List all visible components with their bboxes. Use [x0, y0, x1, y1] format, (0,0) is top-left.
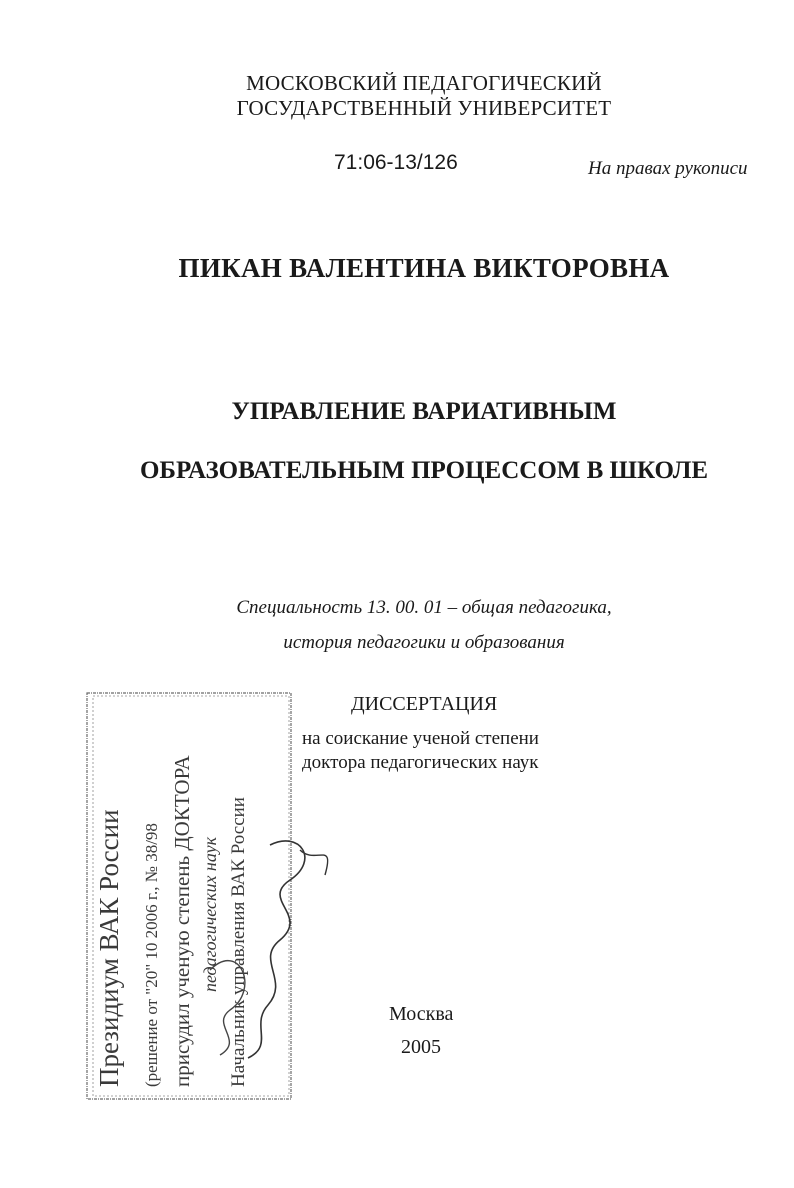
handwritten-signature	[150, 820, 350, 1070]
university-name	[0, 71, 794, 121]
rights-note: На правах рукописи	[588, 158, 748, 179]
stamp-line-1: Президиум ВАК России	[94, 809, 124, 1087]
stamp-line-4: педагогических наук	[200, 836, 220, 992]
stamp-line-2: (решение от "20" 10 2006 г., № 38/98	[142, 823, 161, 1087]
specialty-line-2: история педагогики и образования	[283, 632, 565, 653]
university-line-2: ГОСУДАРСТВЕННЫЙ УНИВЕРСИТЕТ	[236, 96, 612, 120]
catalog-code: 71:06-13/126	[334, 151, 458, 174]
author-name: ПИКАН ВАЛЕНТИНА ВИКТОРОВНА	[178, 253, 670, 283]
specialty-line-1: Специальность 13. 00. 01 – общая педагогика,	[236, 597, 612, 618]
dissertation-type: ДИССЕРТАЦИЯ	[351, 693, 498, 715]
year: 2005	[401, 1036, 441, 1058]
degree-line-1: на соискание ученой степени	[302, 728, 539, 749]
stamp-line-5: Начальник управления ВАК России	[228, 797, 249, 1087]
city: Москва	[389, 1003, 454, 1025]
title-line-2: ОБРАЗОВАТЕЛЬНЫМ ПРОЦЕССОМ В ШКОЛЕ	[139, 457, 709, 484]
degree-line-2: доктора педагогических наук	[302, 752, 539, 773]
stamp-line-3: присудил ученую степень ДОКТОРА	[170, 755, 194, 1087]
university-line-1: МОСКОВСКИЙ ПЕДАГОГИЧЕСКИЙ	[246, 71, 602, 95]
title-line-1: УПРАВЛЕНИЕ ВАРИАТИВНЫМ	[231, 398, 617, 425]
